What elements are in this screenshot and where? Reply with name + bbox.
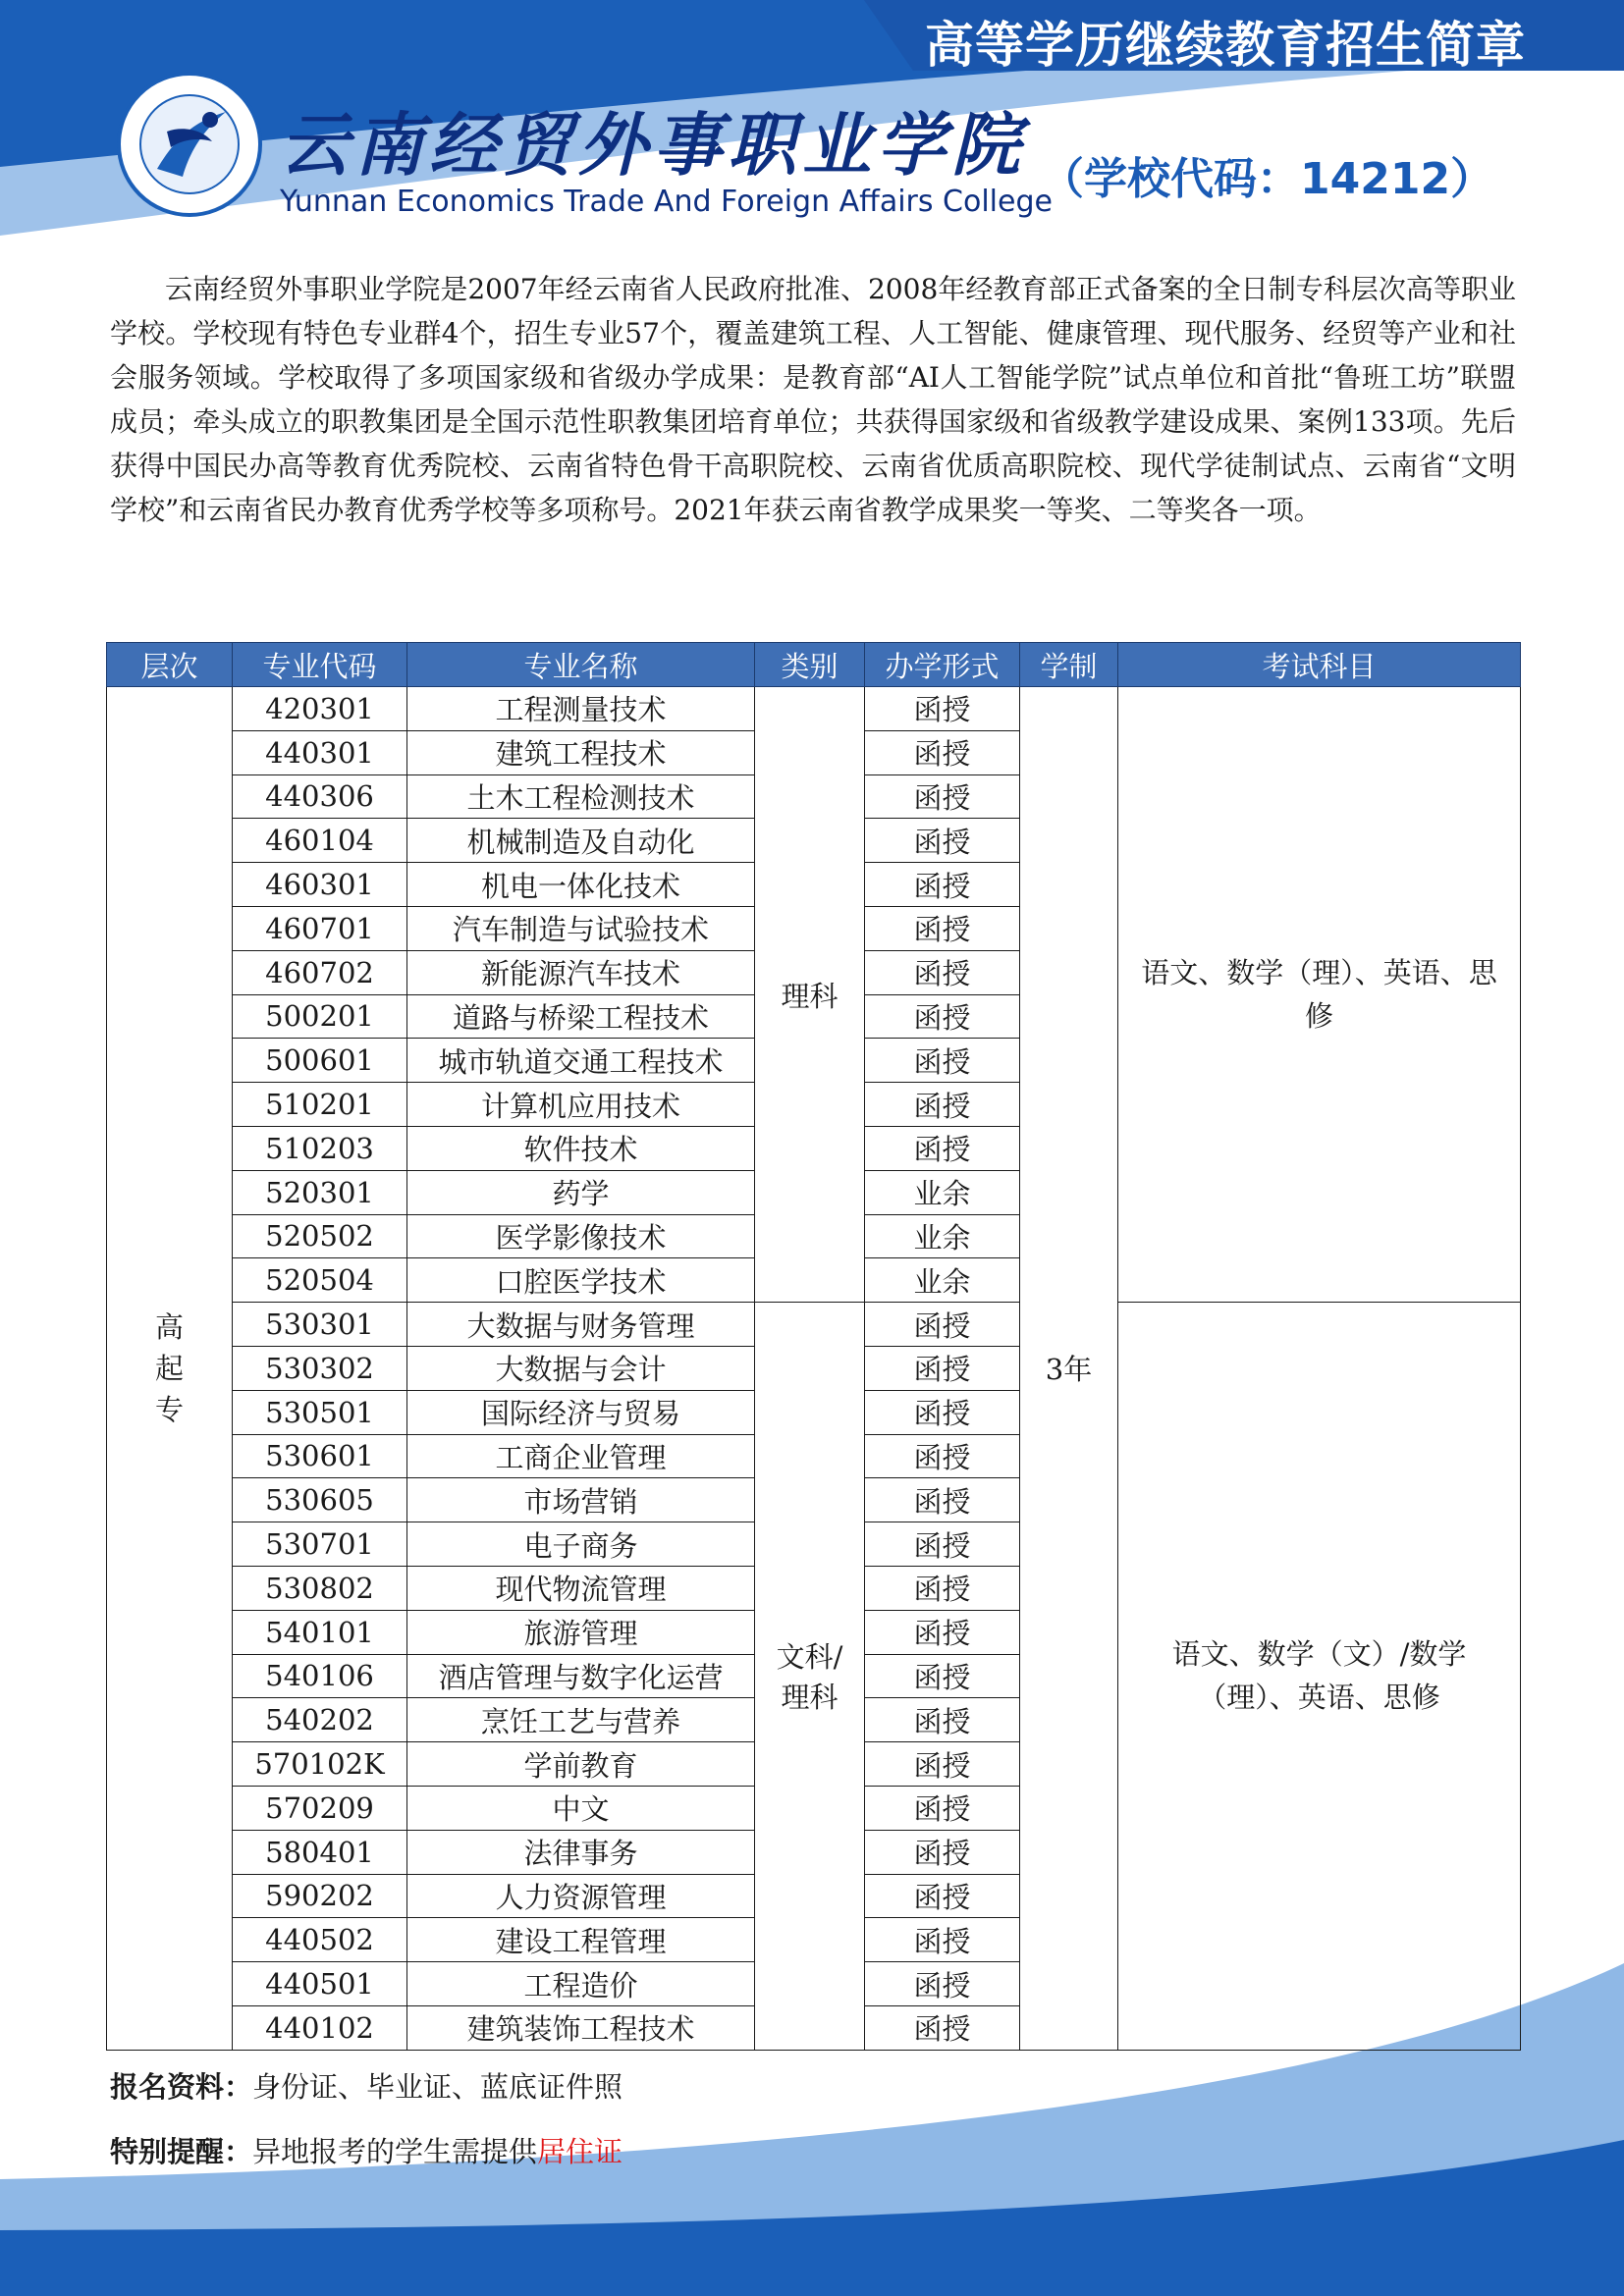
college-logo-icon	[116, 71, 263, 218]
study-form-cell: 函授	[865, 1390, 1020, 1434]
exam-subjects-cell: 语文、数学（理）、英语、思修	[1118, 687, 1521, 1303]
reminder-note	[110, 2130, 623, 2170]
major-code-cell: 520504	[233, 1258, 407, 1303]
major-code-cell: 570102K	[233, 1742, 407, 1787]
majors-table	[106, 642, 1521, 2051]
major-name-cell: 城市轨道交通工程技术	[407, 1039, 755, 1083]
major-code-cell: 440502	[233, 1918, 407, 1962]
major-name-cell: 口腔医学技术	[407, 1258, 755, 1303]
duration-cell: 3年	[1020, 687, 1118, 2051]
major-name-cell: 市场营销	[407, 1478, 755, 1522]
major-code-cell: 530802	[233, 1566, 407, 1610]
study-form-cell: 函授	[865, 1742, 1020, 1787]
reminder-text: 异地报考的学生需提供	[252, 2135, 538, 2168]
major-name-cell: 新能源汽车技术	[407, 950, 755, 994]
major-code-cell: 530302	[233, 1346, 407, 1390]
study-form-cell: 函授	[865, 819, 1020, 863]
major-name-cell: 学前教育	[407, 1742, 755, 1787]
study-form-cell: 函授	[865, 1610, 1020, 1654]
major-code-cell: 530701	[233, 1522, 407, 1567]
header-subjects: 考试科目	[1118, 643, 1521, 687]
major-name-cell: 工程造价	[407, 1962, 755, 2006]
major-name-cell: 法律事务	[407, 1830, 755, 1874]
major-name-cell: 大数据与财务管理	[407, 1303, 755, 1347]
table-row	[107, 1303, 1521, 1347]
major-code-cell: 530301	[233, 1303, 407, 1347]
category-cell: 理科	[755, 687, 865, 1303]
materials-label: 报名资料：	[110, 2070, 253, 2104]
major-name-cell: 酒店管理与数字化运营	[407, 1654, 755, 1698]
study-form-cell: 函授	[865, 1698, 1020, 1742]
materials-text: 身份证、毕业证、蓝底证件照	[252, 2070, 623, 2104]
major-name-cell: 现代物流管理	[407, 1566, 755, 1610]
study-form-cell: 函授	[865, 2005, 1020, 2050]
major-code-cell: 530501	[233, 1390, 407, 1434]
major-name-cell: 汽车制造与试验技术	[407, 906, 755, 950]
intro-paragraph: 云南经贸外事职业学院是2007年经云南省人民政府批准、2008年经教育部正式备案的全日制专科层次高等职业学校。学校现有特色专业群4个，招生专业57个，覆盖建筑工程、人工智能、健康管理、现代服务、经贸等产业和社会服务领域。学校取得了多项国家级和省级办学成果：是教育部“AI人工智能学院”试点单位和首批“鲁班工坊”联盟成员；牵头成立的职教集团是全国示范性职教集团培育单位；共获得国家级和省级教学建设成果、案例133项。先后获得中国民办高等教育优秀院校、云南省特色骨干高职院校、云南省优质高职院校、现代学徒制试点、云南省“文明学校”和云南省民办教育优秀学校等多项称号。2021年获云南省教学成果奖一等奖、二等奖各一项。	[110, 273, 1516, 526]
major-code-cell: 440102	[233, 2005, 407, 2050]
header-name: 专业名称	[407, 643, 755, 687]
major-code-cell: 530601	[233, 1434, 407, 1478]
major-code-cell: 580401	[233, 1830, 407, 1874]
level-cell: 高 起 专	[107, 687, 233, 2051]
major-name-cell: 大数据与会计	[407, 1346, 755, 1390]
study-form-cell: 函授	[865, 730, 1020, 774]
major-name-cell: 工商企业管理	[407, 1434, 755, 1478]
study-form-cell: 函授	[865, 1522, 1020, 1567]
category-cell: 文科/理科	[755, 1303, 865, 2051]
study-form-cell: 函授	[865, 950, 1020, 994]
study-form-cell: 函授	[865, 906, 1020, 950]
table-body	[107, 687, 1521, 2051]
header-level: 层次	[107, 643, 233, 687]
major-name-cell: 机械制造及自动化	[407, 819, 755, 863]
major-name-cell: 烹饪工艺与营养	[407, 1698, 755, 1742]
major-code-cell: 590202	[233, 1874, 407, 1918]
major-code-cell: 460702	[233, 950, 407, 994]
major-name-cell: 道路与桥梁工程技术	[407, 994, 755, 1039]
major-name-cell: 旅游管理	[407, 1610, 755, 1654]
major-name-cell: 机电一体化技术	[407, 863, 755, 907]
study-form-cell: 函授	[865, 994, 1020, 1039]
major-code-cell: 440306	[233, 774, 407, 819]
major-code-cell: 510201	[233, 1083, 407, 1127]
materials-note	[110, 2065, 623, 2106]
table-row	[107, 687, 1521, 731]
study-form-cell: 函授	[865, 687, 1020, 731]
school-name-cn: 云南经贸外事职业学院	[280, 104, 1026, 186]
major-code-cell: 540202	[233, 1698, 407, 1742]
study-form-cell: 函授	[865, 1962, 1020, 2006]
study-form-cell: 业余	[865, 1170, 1020, 1214]
table-header-row	[107, 643, 1521, 687]
study-form-cell: 函授	[865, 1654, 1020, 1698]
study-form-cell: 函授	[865, 1918, 1020, 1962]
major-name-cell: 电子商务	[407, 1522, 755, 1567]
study-form-cell: 函授	[865, 863, 1020, 907]
major-name-cell: 建筑工程技术	[407, 730, 755, 774]
header-code: 专业代码	[233, 643, 407, 687]
exam-subjects-cell: 语文、数学（文）/数学（理）、英语、思修	[1118, 1303, 1521, 2051]
header-category: 类别	[755, 643, 865, 687]
reminder-label: 特别提醒：	[110, 2135, 253, 2168]
banner-title: 高等学历继续教育招生简章	[925, 17, 1526, 74]
study-form-cell: 函授	[865, 1083, 1020, 1127]
major-name-cell: 工程测量技术	[407, 687, 755, 731]
major-code-cell: 540101	[233, 1610, 407, 1654]
study-form-cell: 函授	[865, 1346, 1020, 1390]
major-code-cell: 500201	[233, 994, 407, 1039]
study-form-cell: 函授	[865, 1126, 1020, 1170]
major-name-cell: 软件技术	[407, 1126, 755, 1170]
major-name-cell: 计算机应用技术	[407, 1083, 755, 1127]
study-form-cell: 函授	[865, 1039, 1020, 1083]
major-name-cell: 医学影像技术	[407, 1214, 755, 1258]
study-form-cell: 函授	[865, 1874, 1020, 1918]
major-code-cell: 520301	[233, 1170, 407, 1214]
major-name-cell: 土木工程检测技术	[407, 774, 755, 819]
school-name-en: Yunnan Economics Trade And Foreign Affairs College	[280, 185, 1053, 219]
reminder-highlight: 居住证	[537, 2135, 623, 2168]
study-form-cell: 函授	[865, 774, 1020, 819]
header-duration: 学制	[1020, 643, 1118, 687]
major-code-cell: 460301	[233, 863, 407, 907]
major-code-cell: 460104	[233, 819, 407, 863]
study-form-cell: 业余	[865, 1258, 1020, 1303]
major-name-cell: 中文	[407, 1786, 755, 1830]
major-name-cell: 人力资源管理	[407, 1874, 755, 1918]
major-code-cell: 520502	[233, 1214, 407, 1258]
major-code-cell: 540106	[233, 1654, 407, 1698]
major-name-cell: 药学	[407, 1170, 755, 1214]
major-code-cell: 440501	[233, 1962, 407, 2006]
study-form-cell: 函授	[865, 1830, 1020, 1874]
study-form-cell: 函授	[865, 1786, 1020, 1830]
major-name-cell: 建设工程管理	[407, 1918, 755, 1962]
school-code: （学校代码：14212）	[1041, 154, 1494, 204]
header-form: 办学形式	[865, 643, 1020, 687]
major-code-cell: 460701	[233, 906, 407, 950]
major-code-cell: 500601	[233, 1039, 407, 1083]
major-name-cell: 国际经济与贸易	[407, 1390, 755, 1434]
study-form-cell: 函授	[865, 1566, 1020, 1610]
study-form-cell: 函授	[865, 1434, 1020, 1478]
major-code-cell: 440301	[233, 730, 407, 774]
major-code-cell: 530605	[233, 1478, 407, 1522]
major-code-cell: 570209	[233, 1786, 407, 1830]
study-form-cell: 函授	[865, 1303, 1020, 1347]
major-name-cell: 建筑装饰工程技术	[407, 2005, 755, 2050]
major-code-cell: 510203	[233, 1126, 407, 1170]
study-form-cell: 函授	[865, 1478, 1020, 1522]
study-form-cell: 业余	[865, 1214, 1020, 1258]
major-code-cell: 420301	[233, 687, 407, 731]
